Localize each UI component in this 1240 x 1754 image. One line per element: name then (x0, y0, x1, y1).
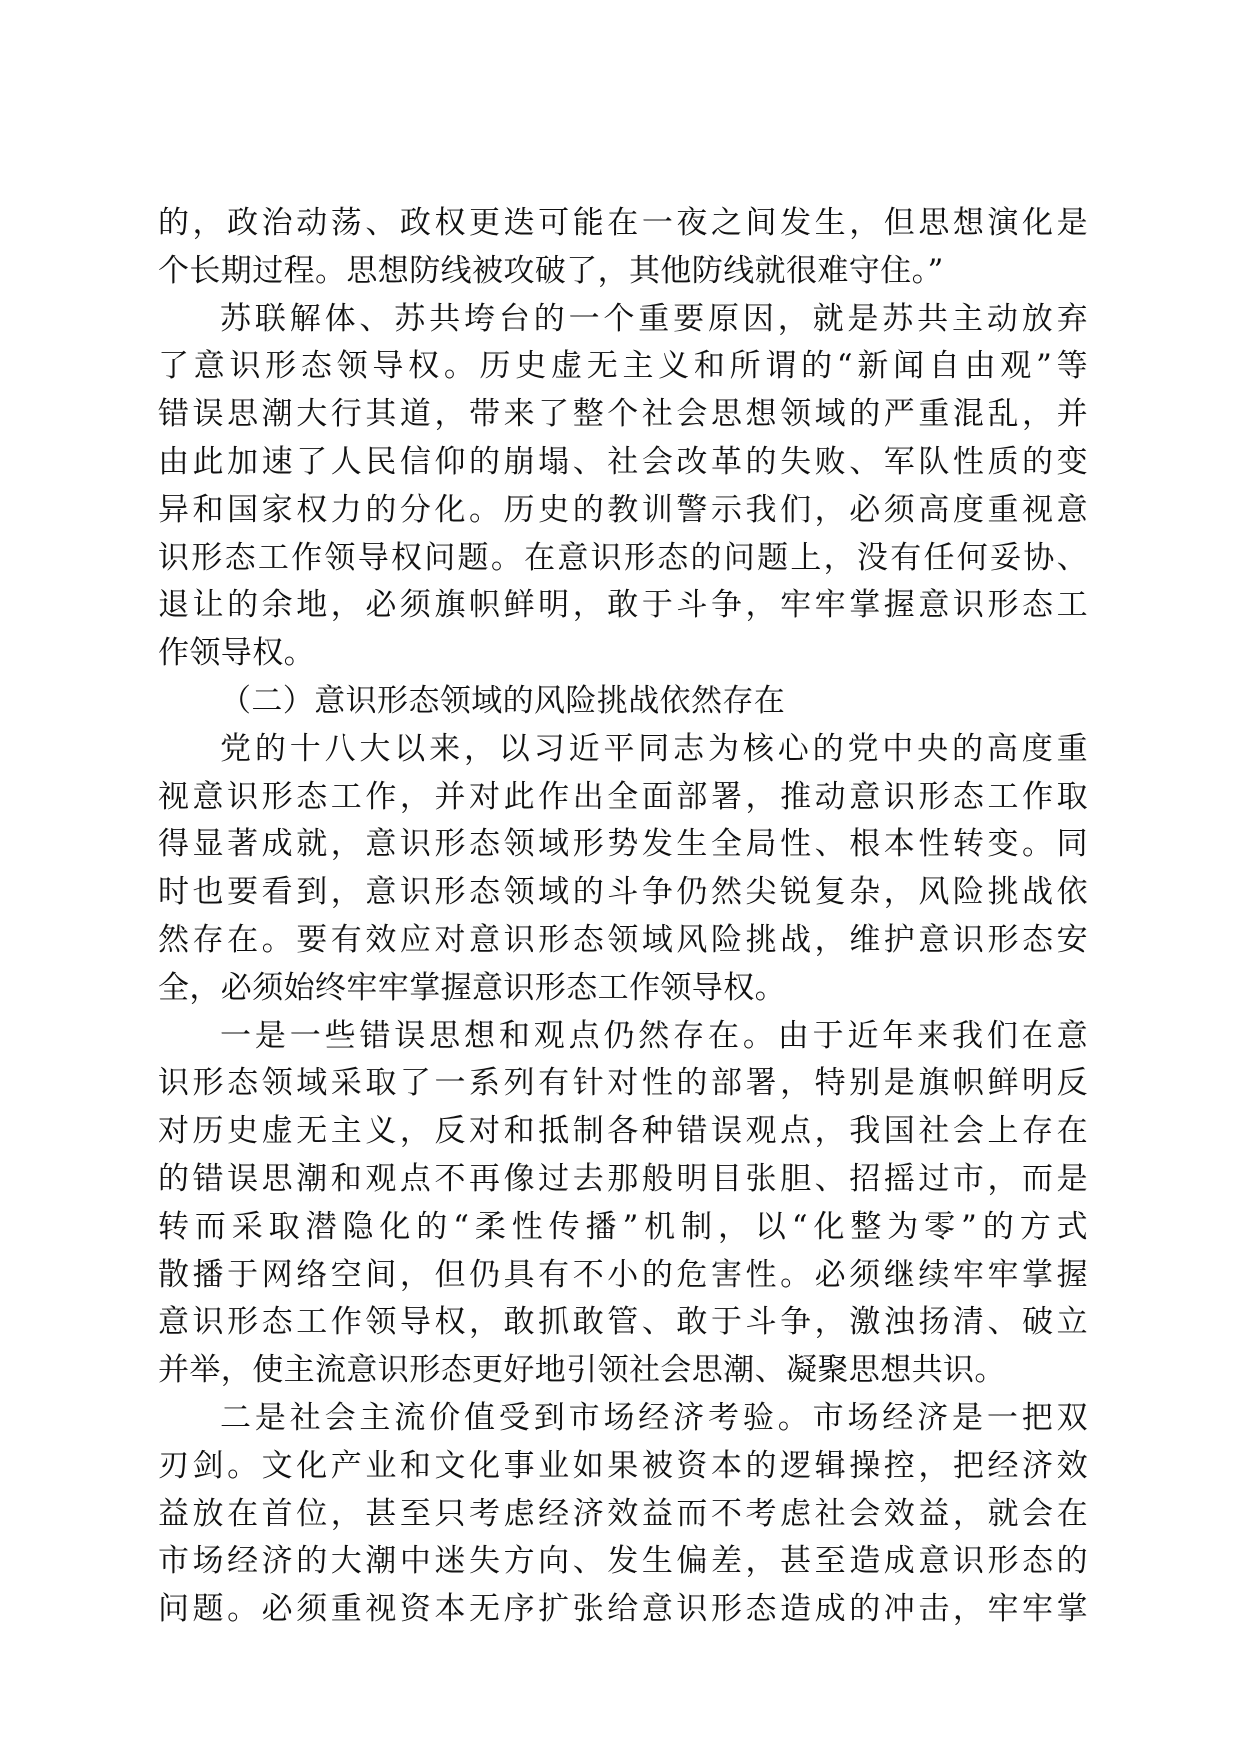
text-line: 散播于网络空间，但仍具有不小的危害性。必须继续牢牢掌握 (158, 1256, 1088, 1293)
text-line: 刃剑。文化产业和文化事业如果被资本的逻辑操控，把经济效 (158, 1447, 1088, 1484)
text-line: 错误思潮大行其道，带来了整个社会思想领域的严重混乱，并 (158, 396, 1088, 433)
text-line: 转而采取潜隐化的“柔性传播”机制，以“化整为零”的方式 (158, 1208, 1088, 1245)
text-line: 的错误思潮和观点不再像过去那般明目张胆、招摇过市，而是 (158, 1160, 1088, 1197)
text-line: 作领导权。 (158, 635, 315, 672)
text-line: 市场经济的大潮中迷失方向、发生偏差，甚至造成意识形态的 (158, 1543, 1088, 1580)
text-line: 对历史虚无主义，反对和抵制各种错误观点，我国社会上存在 (158, 1113, 1088, 1150)
text-line: 视意识形态工作，并对此作出全面部署，推动意识形态工作取 (158, 778, 1088, 815)
paragraph-first-line: 党的十八大以来，以习近平同志为核心的党中央的高度重 (220, 730, 1088, 767)
text-line: 识形态领域采取了一系列有针对性的部署，特别是旗帜鲜明反 (158, 1065, 1088, 1102)
text-line: 全，必须始终牢牢掌握意识形态工作领导权。 (158, 969, 786, 1006)
paragraph-first-line: 苏联解体、苏共垮台的一个重要原因，就是苏共主动放弃 (220, 300, 1088, 337)
paragraph-first-line: 一是一些错误思想和观点仍然存在。由于近年来我们在意 (220, 1017, 1088, 1054)
text-line: 个长期过程。思想防线被攻破了，其他防线就很难守住。” (158, 252, 944, 289)
text-line: 并举，使主流意识形态更好地引领社会思潮、凝聚思想共识。 (158, 1352, 1006, 1389)
text-line: 问题。必须重视资本无序扩张给意识形态造成的冲击，牢牢掌 (158, 1591, 1088, 1628)
text-line: 时也要看到，意识形态领域的斗争仍然尖锐复杂，风险挑战依 (158, 874, 1088, 911)
text-line: 得显著成就，意识形态领域形势发生全局性、根本性转变。同 (158, 826, 1088, 863)
text-line: 退让的余地，必须旗帜鲜明，敢于斗争，牢牢掌握意识形态工 (158, 587, 1088, 624)
text-line: 益放在首位，甚至只考虑经济效益而不考虑社会效益，就会在 (158, 1495, 1088, 1532)
text-line: 异和国家权力的分化。历史的教训警示我们，必须高度重视意 (158, 491, 1088, 528)
paragraph-first-line: 二是社会主流价值受到市场经济考验。市场经济是一把双 (220, 1399, 1088, 1436)
text-line: 由此加速了人民信仰的崩塌、社会改革的失败、军队性质的变 (158, 443, 1088, 480)
text-line: 了意识形态领导权。历史虚无主义和所谓的“新闻自由观”等 (158, 348, 1088, 385)
document-body (158, 200, 1088, 1634)
section-heading: （二）意识形态领域的风险挑战依然存在 (220, 682, 786, 719)
text-line: 然存在。要有效应对意识形态领域风险挑战，维护意识形态安 (158, 921, 1088, 958)
text-line: 识形态工作领导权问题。在意识形态的问题上，没有任何妥协、 (158, 539, 1088, 576)
text-line: 意识形态工作领导权，敢抓敢管、敢于斗争，激浊扬清、破立 (158, 1304, 1088, 1341)
text-line: 的，政治动荡、政权更迭可能在一夜之间发生，但思想演化是 (158, 205, 1088, 241)
